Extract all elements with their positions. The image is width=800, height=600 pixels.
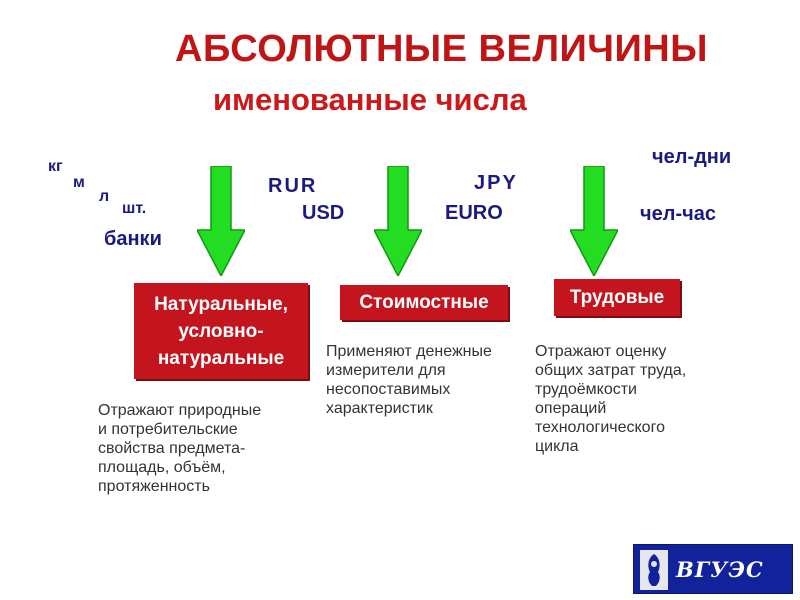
description-line: и потребительские xyxy=(98,421,238,438)
unit-jpy: JPY xyxy=(474,172,518,194)
description-line: технологического xyxy=(535,419,665,436)
category-natural-label-line: Натуральные, xyxy=(154,294,288,315)
unit-banki: банки xyxy=(104,228,162,250)
description-line: Применяют денежные xyxy=(326,343,492,360)
category-natural-label-line: условно- xyxy=(178,321,264,342)
category-cost-description xyxy=(326,342,536,418)
category-cost-box xyxy=(340,285,508,320)
unit-euro: EURO xyxy=(445,202,503,224)
unit-l: л xyxy=(99,188,110,205)
category-natural-description xyxy=(98,401,318,496)
description-line: Отражают оценку xyxy=(535,343,667,360)
page-title: АБСОЛЮТНЫЕ ВЕЛИЧИНЫ xyxy=(175,28,708,70)
emblem-icon xyxy=(640,550,668,590)
category-labor-label: Трудовые xyxy=(569,287,665,308)
unit-chel-chas: чел-час xyxy=(640,203,716,225)
description-line: свойства предмета- xyxy=(98,440,246,457)
page-subtitle: именованные числа xyxy=(213,82,527,117)
description-line: общих затрат труда, xyxy=(535,362,687,379)
category-cost-label: Стоимостные xyxy=(359,292,489,313)
unit-sht: шт. xyxy=(122,200,147,217)
description-line: операций xyxy=(535,400,607,417)
description-line: измерители для xyxy=(326,362,446,379)
arrow-down-icon xyxy=(197,166,245,276)
unit-chel-dni: чел-дни xyxy=(652,146,732,168)
description-line: Отражают природные xyxy=(98,402,262,419)
category-labor-description xyxy=(535,342,735,456)
university-logo xyxy=(633,544,793,594)
description-line: несопоставимых xyxy=(326,381,451,398)
unit-usd: USD xyxy=(302,202,345,224)
description-line: площадь, объём, xyxy=(98,459,226,476)
category-natural-label-line: натуральные xyxy=(157,348,285,369)
description-line: протяженность xyxy=(98,478,210,495)
unit-rur: RUR xyxy=(268,175,318,197)
arrow-down-icon xyxy=(570,166,618,276)
logo-text: ВГУЭС xyxy=(676,557,764,582)
category-natural-box xyxy=(134,283,308,379)
arrow-down-icon xyxy=(374,166,422,276)
description-line: характеристик xyxy=(326,400,433,417)
unit-kg: кг xyxy=(48,158,63,175)
unit-m: м xyxy=(73,174,85,191)
category-labor-box xyxy=(554,279,680,316)
description-line: цикла xyxy=(535,438,579,455)
description-line: трудоёмкости xyxy=(535,381,637,398)
